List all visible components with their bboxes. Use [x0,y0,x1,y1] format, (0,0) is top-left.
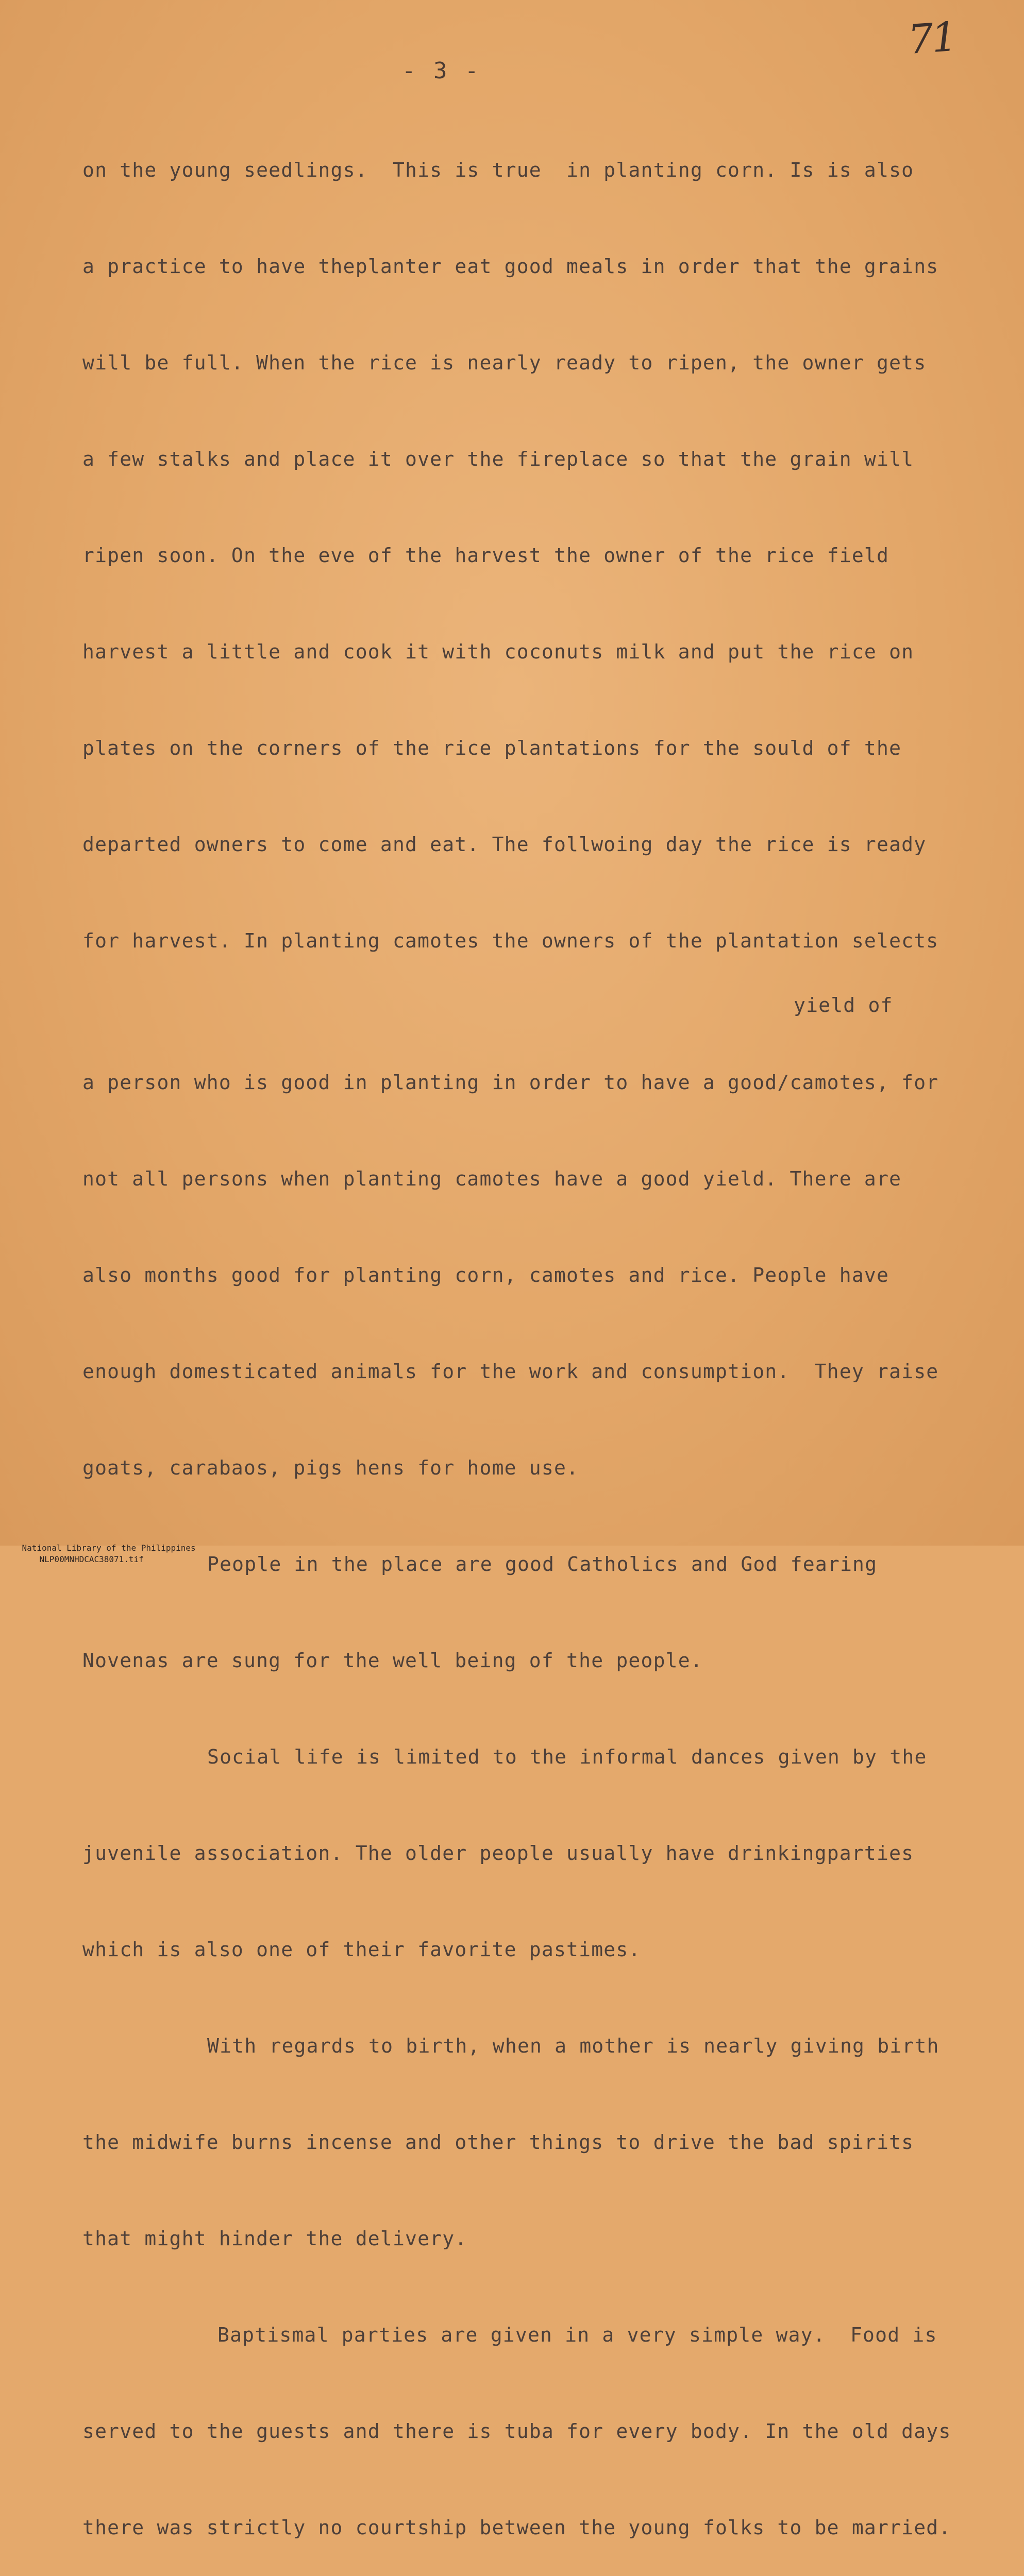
text-line: also months good for planting corn, camotes and rice. People have [82,1264,889,1286]
text-line: a person who is good in planting in order to have a good/camotes, for [82,1071,939,1094]
library-credit: National Library of the Philippines [22,1543,196,1553]
text-line: Baptismal parties are given in a very simple way. Food is [217,2324,937,2346]
text-line: there was strictly no courtship between the young folks to be married. [82,2516,951,2539]
text-line: not all persons when planting camotes have a good yield. There are [82,1167,902,1190]
text-line: ripen soon. On the eve of the harvest the owner of the rice field [82,544,889,567]
text-line: which is also one of their favorite pastimes. [82,1938,641,1961]
scan-filename: NLP00MNHDCAC38071.tif [39,1554,144,1564]
text-line: for harvest. In planting camotes the owners of the plantation selects [82,929,939,952]
text-line: People in the place are good Catholics and God fearing [207,1553,878,1575]
text-line: plates on the corners of the rice plantations for the sould of the [82,737,902,759]
text-line: that might hinder the delivery. [82,2227,467,2250]
text-line: enough domesticated animals for the work and consumption. They raise [82,1360,939,1383]
text-line: Novenas are sung for the well being of the people. [82,1649,703,1672]
page-number: - 3 - [402,58,481,84]
text-line: will be full. When the rice is nearly ready to ripen, the owner gets [82,351,927,374]
body-text: on the young seedlings. This is true in planting corn. Is is also a practice to have theplanter eat good meals in order that the grains will be full. When the rice is nearly ready to ripen, the owner gets a few stalks and place it over the fireplace so that the grain will ripen soon. On the eve of the harvest the owner of the rice field harvest a little and cook it with coconuts milk and put the rice on plates on the corners of the rice plantations for the sould of the departed owners to come and eat. The follwoing day the rice is ready for harvest. In planting camotes the owners of the plantation selects yield of a person who is good in planting in order to have a good/camotes, for not all persons when planting camotes have a good yield. There are also months good for planting corn, camotes and rice. People have enough domesticated animals for the work and consumption. They raise goats, carabaos, pigs hens for home use. People in the place are good Catholics and God fearing Novenas are sung for the well being of the people. Social life is limited to the informal dances given by the juvenile association. The older people usually have drinkingparties which is also one of their favorite pastimes. With regards to birth, when a mother is nearly giving birth the midwife burns incense and other things to drive the bad spirits that might hinder the delivery. Baptismal parties are given in a very simple way. Food is served to the guests and there is tuba for every body. In the old days there was strictly no courtship between the young folks to be married. [82,109,989,2576]
text-line: Social life is limited to the informal dances given by the [207,1745,927,1768]
text-line: With regards to birth, when a mother is nearly giving birth [207,2035,939,2057]
text-line: juvenile association. The older people usually have drinkingparties [82,1842,914,1865]
text-line: a practice to have theplanter eat good meals in order that the grains [82,255,939,278]
text-line: served to the guests and there is tuba for every body. In the old days [82,2420,951,2443]
text-line: departed owners to come and eat. The follwoing day the rice is ready [82,833,927,856]
text-line: on the young seedlings. This is true in planting corn. Is is also [82,159,914,181]
text-line: a few stalks and place it over the fireplace so that the grain will [82,448,914,470]
folio-number: 71 [906,13,957,64]
text-line: harvest a little and cook it with coconuts milk and put the rice on [82,640,914,663]
text-line: the midwife burns incense and other things to drive the bad spirits [82,2131,914,2154]
text-line: goats, carabaos, pigs hens for home use. [82,1456,579,1479]
